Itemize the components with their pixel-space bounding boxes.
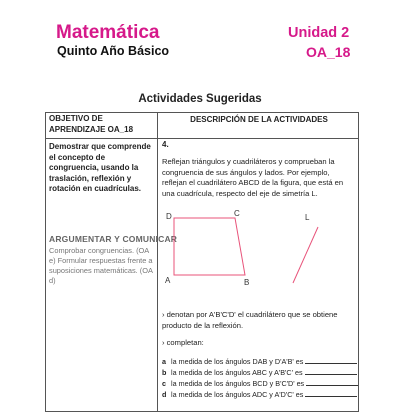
vertex-label-b: B	[244, 278, 250, 287]
header-title: Matemática	[56, 22, 160, 43]
activity-text: Reflejan triángulos y cuadriláteros y comprueban la congruencia de sus ángulos y lados. Por ejemplo, reflejan el cuadrilátero ABCD de la figura, que está en una cuadrícula, respecto del eje de simetría L.	[162, 157, 344, 198]
activity-number: 4.	[162, 140, 169, 149]
answer-blank[interactable]	[305, 368, 357, 375]
item-text: la medida de los ángulos ABC y A'B'C' es	[171, 368, 303, 377]
header-code: OA_18	[306, 44, 351, 60]
list-item	[162, 367, 358, 378]
list-item	[162, 378, 358, 389]
section-title: Actividades Sugeridas	[138, 93, 262, 105]
quadrilateral-abcd	[174, 218, 245, 275]
description-column-header: DESCRIPCIÓN DE LA ACTIVIDADES	[190, 115, 328, 124]
answer-blank[interactable]	[306, 379, 358, 386]
header-unit: Unidad 2	[288, 25, 350, 41]
activities-table	[45, 112, 359, 412]
answer-blank[interactable]	[305, 357, 357, 364]
item-letter: d	[162, 390, 167, 399]
symmetry-axis-l	[293, 227, 318, 283]
axis-label-l: L	[305, 213, 310, 222]
list-item	[162, 389, 358, 400]
table-column-divider	[157, 113, 158, 411]
skill-text: Comprobar congruencias. (OA e) Formular respuestas frente a suposiciones matemáticas. (OA d)	[49, 246, 153, 285]
item-letter: c	[162, 379, 166, 388]
item-text: la medida de los ángulos BCD y B'C'D' es	[171, 379, 305, 388]
reflection-note: › denotan por A'B'C'D' el cuadrilátero que se obtiene producto de la reflexión.	[162, 310, 338, 330]
vertex-label-c: C	[234, 209, 240, 218]
item-text: la medida de los ángulos DAB y D'A'B' es	[171, 357, 304, 366]
exercise-list	[162, 356, 358, 400]
item-letter: b	[162, 368, 167, 377]
complete-prompt: › completan:	[162, 338, 204, 347]
list-item	[162, 356, 358, 367]
objective-text: Demostrar que comprende el concepto de congruencia, usando la traslación, reflexión y rotación en cuadrículas.	[49, 142, 151, 193]
objective-column-header: OBJETIVO DE APRENDIZAJE OA_18	[49, 114, 134, 134]
item-text: la medida de los ángulos ADC y A'D'C' es	[171, 390, 304, 399]
table-header-divider	[46, 138, 358, 139]
vertex-label-a: A	[165, 276, 171, 285]
vertex-label-d: D	[166, 212, 172, 221]
quadrilateral-figure	[161, 205, 351, 290]
skill-title: ARGUMENTAR Y COMUNICAR	[49, 234, 178, 244]
header-subtitle: Quinto Año Básico	[57, 44, 170, 58]
item-letter: a	[162, 357, 166, 366]
answer-blank[interactable]	[305, 390, 357, 397]
